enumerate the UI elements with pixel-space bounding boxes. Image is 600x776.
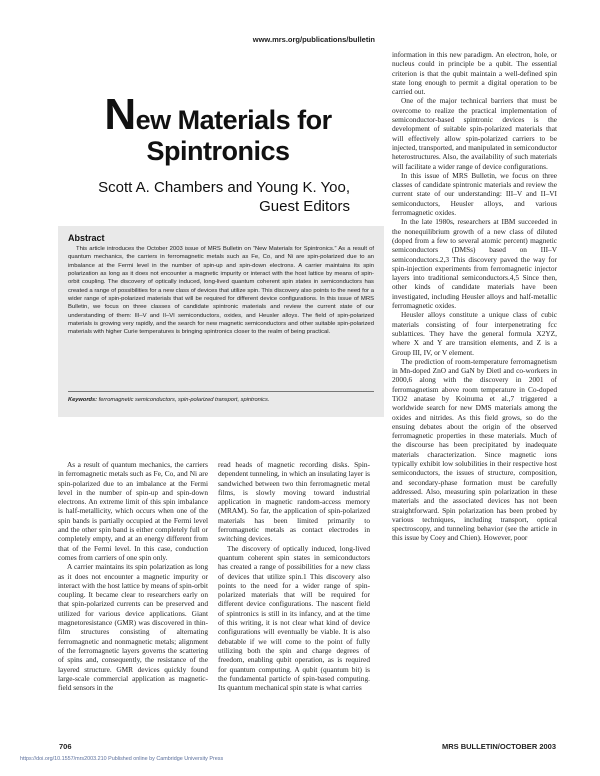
abstract-heading: Abstract xyxy=(68,233,105,243)
keywords-text: ferromagnetic semiconductors, spin-polarized transport, spintronics. xyxy=(98,397,270,403)
author-role: Guest Editors xyxy=(259,198,350,215)
paragraph: A carrier maintains its spin polarization as long as it does not encounter a magnetic impurity or interact with the host lattice by means of spin-orbit coupling. It became clear to researchers early on that spin-polarized currents can be preserved and utilized for various device applications. Giant magnetoresistance (GMR) was discovered in thin-film structures consisting of alternating ferromagnetic and nonmagnetic metals; alignment of the ferromagnetic layers governs the scattering of spins and, consequently, the resistance of the layered structure. GMR devices quickly found large-scale commercial application as magnetic-field sensors in the xyxy=(58,562,208,693)
paragraph: information in this new paradigm. An electron, hole, or nucleus could in principle be a qubit. The essential criterion is that the qubit maintain a well-defined spin state long enough to permit a digital operation to be carried out. xyxy=(392,50,557,97)
paragraph: In the late 1980s, researchers at IBM succeeded in the nonequilibrium growth of a new class of diluted (doped from a few to several atomic percent) magnetic semiconductors (DMSs) based on III–V semiconductors.2,3 This discovery paved the way for spin-injection experiments from ferromagnetic injector layers into traditional semiconductors.4,5 Since then, other kinds of candidate materials have been investigated, including Heusler alloys and half-metallic ferromagnetic oxides. xyxy=(392,217,557,311)
paragraph: The discovery of optically induced, long-lived quantum coherent spin states in semiconductors has created a range of possibilities for a new class of devices that utilize spin.1 This discovery also points to the need for a wider range of spin-polarized materials that will be required for different device configurations. The nascent field of spintronics is still in its infancy, and at the time of this writing, it is not clear what kind of device configurations will eventually be viable. It is also debatable if we will come to the point of fully utilizing both the spin and charge degrees of freedom, enabling qubit operation, as is required for quantum computing. A qubit (quantum bit) is the fundamental particle of spin-based computing. Its quantum mechanical spin state is what carries xyxy=(218,543,370,693)
title-line2: Spintronics xyxy=(146,136,290,166)
keywords-line xyxy=(68,396,374,404)
paragraph: Heusler alloys constitute a unique class of cubic materials consisting of four interpenetrating fcc sublattices. They have the general formula X2YZ, where X and Y are transition elements, and Z is a Group III, IV, or V element. xyxy=(392,310,557,357)
paragraph: read heads of magnetic recording disks. Spin-dependent tunneling, in which an insulating layer is sandwiched between two thin ferromagnetic metal films, is slowly moving toward industrial application in magnetic random-access memory (MRAM). So far, the application of spin-polarized materials has been limited primarily to ferromagnetic metals as contact electrodes in switching devices. xyxy=(218,460,370,544)
keywords-label: Keywords: xyxy=(68,397,98,403)
title-dropcap: N xyxy=(104,90,136,139)
body-column-3 xyxy=(392,50,557,543)
keywords-divider xyxy=(68,391,374,392)
body-column-1 xyxy=(58,460,208,692)
article-title xyxy=(88,90,348,167)
doi-link[interactable]: https://doi.org/10.1557/mrs2003.210 Published online by Cambridge University Press xyxy=(20,756,224,762)
title-line1: ew Materials for xyxy=(135,105,332,135)
paragraph: As a result of quantum mechanics, the carriers in ferromagnetic metals such as Fe, Co, and Ni are spin-polarized due to an imbalance at the Fermi level in the number of spin-up and spin-down electrons. An extreme limit of this spin imbalance is half-metallicity, which occurs when one of the spin bands is partially occupied at the Fermi level and the other spin band is either completely full or completely empty, and at an energy different from that of the Fermi level. In this case, conduction comes from carriers of one spin only. xyxy=(58,460,208,562)
abstract-text: This article introduces the October 2003 issue of MRS Bulletin on “New Materials for Spintronics.” As a result of quantum mechanics, the carriers in ferromagnetic metals such as Fe, Co, and Ni are spin-polarized due to an imbalance at the Fermi level in the number of spin-up and spin-down electrons. A carrier maintains its spin polarization as long as it does not encounter a magnetic impurity or interact with the host lattice by means of spin-orbit coupling. The discovery of optically induced, long-lived quantum coherent spin states in semiconductors has created a range of possibilities for a new class of devices that utilize spin. This discovery also points to the need for a wider range of spin-polarized materials that will be required for different device configurations. In this issue of MRS Bulletin, we focus on three classes of candidate spintronic materials and review the current state of our understanding of them: III–V and II–VI semiconductors, oxides, and Heusler alloys. The field of spin-polarized materials is growing very rapidly, and the search for new magnetic semiconductors and other suitable spin-polarized materials with higher Curie temperatures is bringing spintronics closer to the realm of being practical. xyxy=(68,246,374,336)
journal-issue: MRS BULLETIN/OCTOBER 2003 xyxy=(441,742,556,751)
journal-url[interactable]: www.mrs.org/publications/bulletin xyxy=(252,35,375,44)
body-column-2 xyxy=(218,460,370,692)
page-number: 706 xyxy=(59,742,72,751)
paragraph: The prediction of room-temperature ferromagnetism in Mn-doped ZnO and GaN by Dietl and co-workers in 2000,6 along with the discovery in 2001 of ferromagnetism above room temperature in Co-doped TiO2 anatase by Koinuma et al.,7 triggered a worldwide search for new DMS materials among the oxides and nitrides. As this field grows, so do the ensuing debates about the origin of the observed ferromagnetic properties in these materials. Much of the discourse has been precipitated by inadequate materials characterization. Since magnetic ions typically exhibit low solubilities in their respective host semiconductors, the issues of structure, composition, and secondary-phase formation must be carefully addressed. Also, measuring spin polarization in these materials and the associated devices has not been straightforward. Spin polarization has been probed by various techniques, including transport, optical spectroscopy, and tunneling behavior (see the article in this issue by Coey and Chien). However, poor xyxy=(392,356,557,543)
author-names: Scott A. Chambers and Young K. Yoo, xyxy=(98,179,350,196)
author-block xyxy=(88,178,350,216)
abstract-box xyxy=(58,226,384,417)
paragraph: One of the major technical barriers that must be overcome to realize the practical implementation of semiconductor-based spintronic devices is the development of suitable spin-polarized materials that will effectively allow spin-polarized carriers to be injected, transported, and manipulated in semiconductor heterostructures. Also, the availability of such materials will facilitate a wider range of device configurations. xyxy=(392,96,557,171)
paragraph: In this issue of MRS Bulletin, we focus on three classes of candidate spintronic materials and review the current state of our understanding: III–V and II–VI semiconductors, Heusler alloys, and various ferromagnetic oxides. xyxy=(392,170,557,218)
